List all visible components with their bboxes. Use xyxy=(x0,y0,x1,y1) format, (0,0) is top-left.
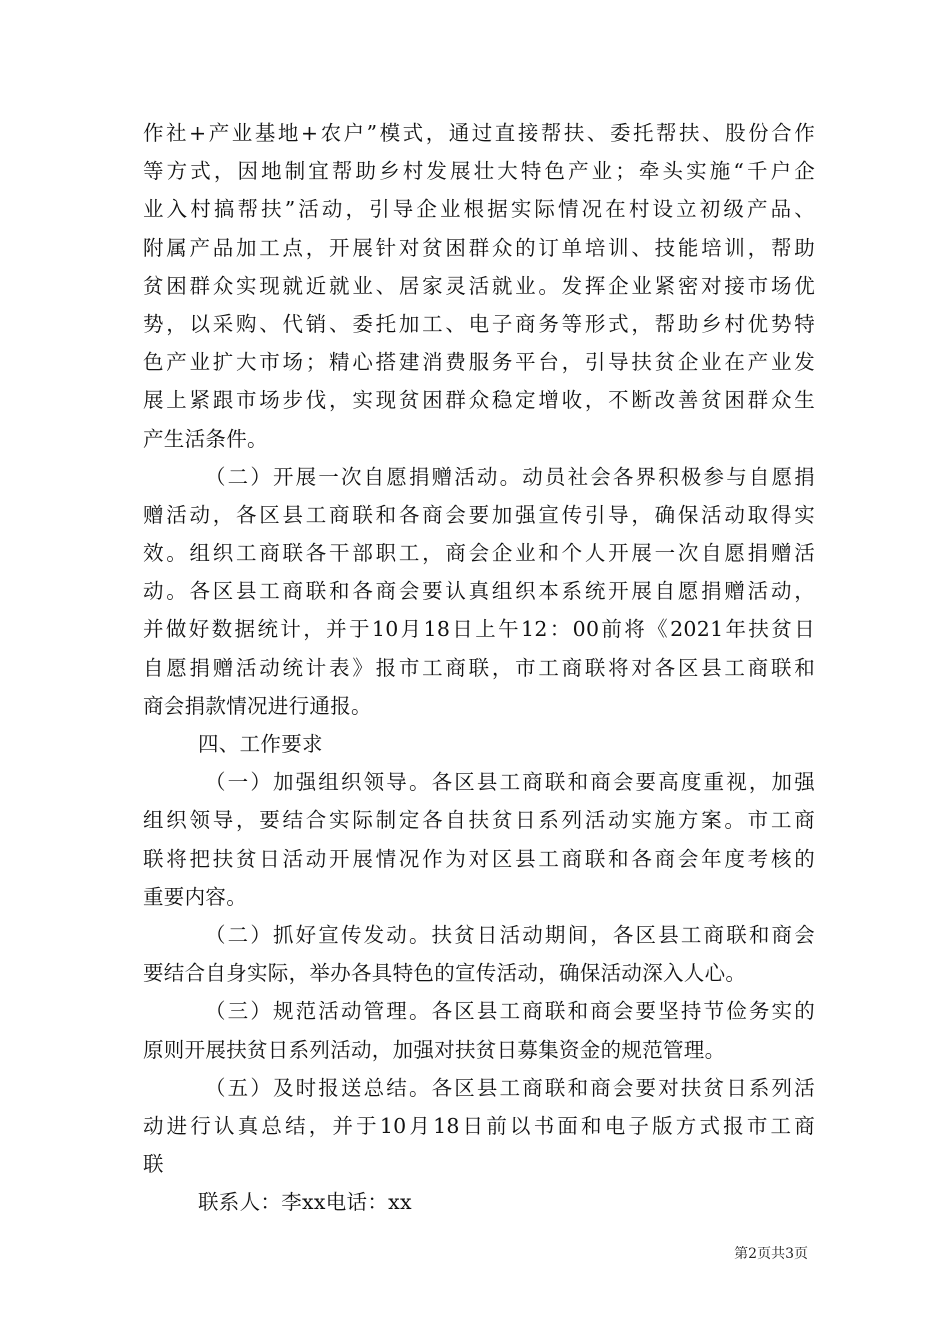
text-line: 自愿捐赠活动统计表》报市工商联，市工商联将对各区县工商联和 xyxy=(143,655,815,680)
text-line: 产生活条件。 xyxy=(143,426,268,451)
text-line: 商会捐款情况进行通报。 xyxy=(143,693,372,718)
text-line: 动。各区县工商联和各商会要认真组织本系统开展自愿捐赠活动， xyxy=(143,579,815,604)
text-line: 势，以采购、代销、委托加工、电子商务等形式，帮助乡村优势特 xyxy=(143,311,815,336)
text-line: 赠活动，各区县工商联和各商会要加强宣传引导，确保活动取得实 xyxy=(143,502,815,527)
text-line: 效。组织工商联各干部职工，商会企业和个人开展一次自愿捐赠活 xyxy=(143,541,815,566)
text-line: 贫困群众实现就近就业、居家灵活就业。发挥企业紧密对接市场优 xyxy=(143,273,815,298)
paragraph-start-line: （一）加强组织领导。各区县工商联和商会要高度重视，加强 xyxy=(205,770,815,795)
text-line: 重要内容。 xyxy=(143,884,247,909)
text-line: 色产业扩大市场；精心搭建消费服务平台，引导扶贫企业在产业发 xyxy=(143,350,815,375)
contact-line: 联系人：李xx电话：xx xyxy=(198,1190,412,1215)
page-number-footer: 第2页共3页 xyxy=(734,1246,808,1262)
paragraph-start-line: （五）及时报送总结。各区县工商联和商会要对扶贫日系列活 xyxy=(205,1075,815,1100)
text-line: 要结合自身实际，举办各具特色的宣传活动，确保活动深入人心。 xyxy=(143,961,747,986)
text-line: 联 xyxy=(143,1152,164,1177)
text-line: 展上紧跟市场步伐，实现贫困群众稳定增收，不断改善贫困群众生 xyxy=(143,388,815,413)
text-line: 等方式，因地制宜帮助乡村发展壮大特色产业；牵头实施“千户企 xyxy=(143,159,815,184)
section-heading: 四、工作要求 xyxy=(198,732,323,756)
text-line: 作社+产业基地+农户”模式，通过直接帮扶、委托帮扶、股份合作 xyxy=(143,121,815,145)
document-body xyxy=(143,114,815,1221)
text-line: 动进行认真总结，并于10月18日前以书面和电子版方式报市工商 xyxy=(143,1113,815,1138)
paragraph-start-line: （三）规范活动管理。各区县工商联和商会要坚持节俭务实的 xyxy=(205,999,815,1024)
text-line: 业入村搞帮扶”活动，引导企业根据实际情况在村设立初级产品、 xyxy=(143,197,815,222)
paragraph-start-line: （二）开展一次自愿捐赠活动。动员社会各界积极参与自愿捐 xyxy=(205,464,815,489)
text-line: 并做好数据统计，并于10月18日上午12：00前将《2021年扶贫日 xyxy=(143,617,815,642)
paragraph-start-line: （二）抓好宣传发动。扶贫日活动期间，各区县工商联和商会 xyxy=(205,922,815,947)
text-line: 组织领导，要结合实际制定各自扶贫日系列活动实施方案。市工商 xyxy=(143,808,815,833)
text-line: 附属产品加工点，开展针对贫困群众的订单培训、技能培训，帮助 xyxy=(143,235,815,260)
text-line: 联将把扶贫日活动开展情况作为对区县工商联和各商会年度考核的 xyxy=(143,846,815,871)
text-line: 原则开展扶贫日系列活动，加强对扶贫日募集资金的规范管理。 xyxy=(143,1037,726,1062)
